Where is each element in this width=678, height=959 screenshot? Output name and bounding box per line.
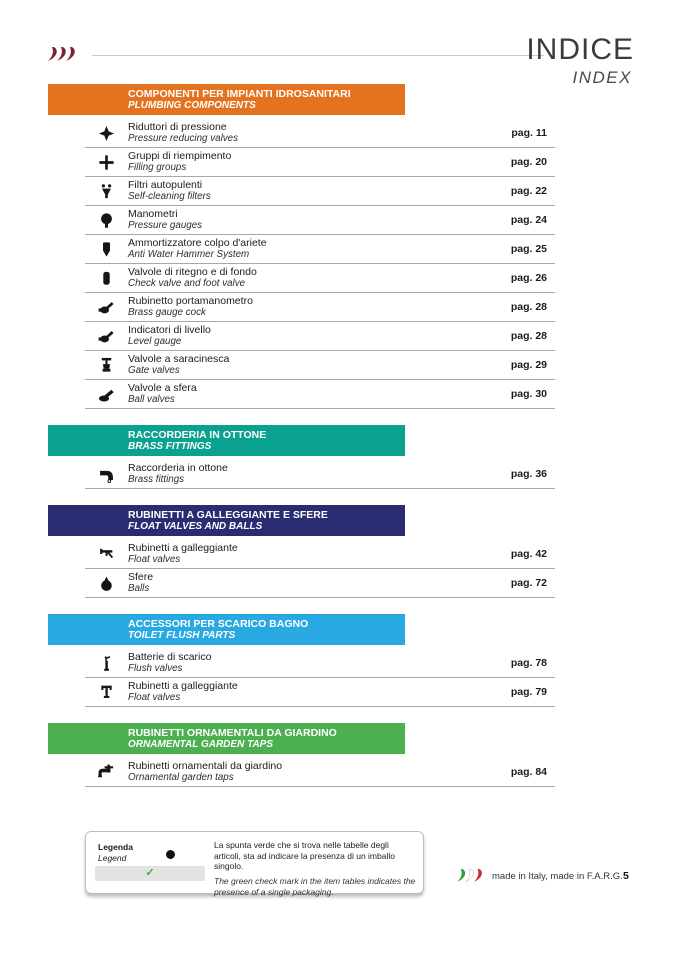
section-title-en: PLUMBING COMPONENTS [128, 99, 256, 111]
ball-icon [85, 575, 128, 592]
item-title-en: Self-cleaning filters [128, 191, 211, 203]
gauge-cock-icon [85, 299, 128, 316]
section-header-brass-fittings [48, 425, 405, 456]
item-title-en: Float valves [128, 554, 181, 566]
section-title-it: RUBINETTI ORNAMENTALI DA GIARDINO [128, 726, 337, 739]
item-title-en: Pressure reducing valves [128, 133, 238, 145]
toc-row[interactable] [85, 264, 555, 293]
item-title-en: Level gauge [128, 336, 182, 348]
page-ref[interactable]: pag. 28 [510, 301, 547, 313]
pressure-reducing-valve-icon [85, 125, 128, 142]
item-title-it: Valvole a saracinesca [128, 352, 230, 365]
page-ref[interactable]: pag. 84 [510, 766, 547, 778]
item-title-en: Float valves [128, 692, 181, 704]
item-title-it: Rubinetti a galleggiante [128, 679, 238, 692]
toc-row[interactable] [85, 569, 555, 598]
legend-label-it: Legenda [98, 842, 133, 852]
item-title-it: Sfere [128, 570, 154, 583]
page-ref[interactable]: pag. 36 [510, 468, 547, 480]
section-title-it: ACCESSORI PER SCARICO BAGNO [128, 617, 309, 630]
farg-logo-icon [48, 47, 78, 61]
ball-valve-icon [85, 386, 128, 403]
section-rows [85, 649, 555, 707]
toc-row[interactable] [85, 293, 555, 322]
toc-row[interactable] [85, 380, 555, 409]
item-title-it: Batterie di scarico [128, 650, 212, 663]
item-title-it: Rubinetto portamanometro [128, 294, 253, 307]
section-rows [85, 119, 555, 409]
page-number: 5 [623, 870, 629, 882]
legend-box [85, 831, 424, 897]
page-ref[interactable]: pag. 22 [510, 185, 547, 197]
float-valve-icon [85, 546, 128, 563]
toc-content [0, 84, 678, 787]
toc-row[interactable] [85, 119, 555, 148]
item-title-en: Flush valves [128, 663, 183, 675]
made-in-text: made in Italy, made in F.A.R.G. [492, 871, 623, 882]
section-header-toilet-flush [48, 614, 405, 645]
green-check-icon: ✓ [145, 867, 155, 879]
toc-row[interactable] [85, 460, 555, 489]
item-title-en: Balls [128, 583, 150, 595]
page-ref[interactable]: pag. 29 [510, 359, 547, 371]
page-subtitle: INDEX [572, 68, 632, 87]
italy-flag-logo-icon [456, 869, 486, 882]
toc-row[interactable] [85, 758, 555, 787]
toc-row[interactable] [85, 540, 555, 569]
toc-row[interactable] [85, 177, 555, 206]
section-title-it: RACCORDERIA IN OTTONE [128, 428, 267, 441]
toc-row[interactable] [85, 235, 555, 264]
toc-row[interactable] [85, 678, 555, 707]
legend-text-en: The green check mark in the item tables indicates the presence of a single packaging. [214, 875, 416, 897]
gate-valve-icon [85, 357, 128, 374]
section-title-en: TOILET FLUSH PARTS [128, 629, 236, 641]
legend-text-it: La spunta verde che si trova nelle tabelle degli articoli, sta ad indicare la presenza di un imballo singolo. [214, 840, 395, 872]
page-ref[interactable]: pag. 11 [511, 127, 547, 139]
toc-row[interactable] [85, 649, 555, 678]
float-valve-tee-icon [85, 684, 128, 701]
page-ref[interactable]: pag. 20 [510, 156, 547, 168]
item-title-en: Filling groups [128, 162, 187, 174]
section-title-it: COMPONENTI PER IMPIANTI IDROSANITARI [128, 87, 351, 100]
item-title-it: Gruppi di riempimento [128, 149, 232, 162]
garden-tap-icon [85, 764, 128, 781]
item-title-it: Rubinetti ornamentali da giardino [128, 759, 283, 772]
page-title: INDICE [526, 33, 634, 66]
item-title-it: Valvole di ritegno e di fondo [128, 265, 257, 278]
legend-text [214, 840, 416, 897]
section-title-en: BRASS FITTINGS [128, 440, 212, 452]
item-title-en: Check valve and foot valve [128, 278, 246, 290]
filling-group-icon [85, 154, 128, 171]
section-header-plumbing [48, 84, 405, 115]
header-divider [92, 55, 544, 56]
section-rows [85, 758, 555, 787]
item-title-en: Brass gauge cock [128, 307, 206, 319]
item-title-it: Ammortizzatore colpo d'ariete [128, 236, 267, 249]
section-header-garden-taps [48, 723, 405, 754]
pressure-gauge-icon [85, 212, 128, 229]
flush-valve-icon [85, 655, 128, 672]
section-header-float-valves [48, 505, 405, 536]
item-title-it: Manometri [128, 207, 178, 220]
bullet-dot-icon [166, 850, 175, 859]
anti-water-hammer-icon [85, 241, 128, 258]
toc-row[interactable] [85, 351, 555, 380]
item-title-en: Anti Water Hammer System [128, 249, 250, 261]
check-valve-icon [85, 270, 128, 287]
item-title-it: Riduttori di pressione [128, 120, 227, 133]
section-rows [85, 460, 555, 489]
page-ref[interactable]: pag. 28 [510, 330, 547, 342]
item-title-en: Ornamental garden taps [128, 772, 234, 784]
item-title-en: Gate valves [128, 365, 180, 377]
section-title-en: ORNAMENTAL GARDEN TAPS [128, 738, 273, 750]
self-cleaning-filter-icon [85, 183, 128, 200]
page-ref[interactable]: pag. 42 [510, 548, 547, 560]
item-title-en: Ball valves [128, 394, 175, 406]
section-title-en: FLOAT VALVES AND BALLS [128, 520, 263, 532]
item-title-it: Filtri autopulenti [128, 178, 203, 191]
item-title-it: Raccorderia in ottone [128, 461, 228, 474]
page-ref[interactable]: pag. 72 [510, 577, 547, 589]
toc-row[interactable] [85, 148, 555, 177]
legend-sample-cell [95, 866, 205, 881]
toc-row[interactable] [85, 322, 555, 351]
item-title-it: Indicatori di livello [128, 323, 211, 336]
legend-label [98, 842, 133, 863]
level-gauge-icon [85, 328, 128, 345]
section-title-it: RUBINETTI A GALLEGGIANTE E SFERE [128, 508, 328, 521]
page-ref[interactable]: pag. 26 [510, 272, 547, 284]
item-title-en: Pressure gauges [128, 220, 203, 232]
section-rows [85, 540, 555, 598]
page-ref[interactable]: pag. 79 [510, 686, 547, 698]
page-ref[interactable]: pag. 30 [510, 388, 547, 400]
page-ref[interactable]: pag. 78 [510, 657, 547, 669]
page-ref[interactable]: pag. 25 [510, 243, 547, 255]
item-title-it: Rubinetti a galleggiante [128, 541, 238, 554]
page-ref[interactable]: pag. 24 [510, 214, 547, 226]
item-title-en: Brass fittings [128, 474, 185, 486]
brass-fitting-icon [85, 466, 128, 483]
item-title-it: Valvole a sfera [128, 381, 197, 394]
legend-label-en: Legend [98, 852, 127, 863]
toc-row[interactable] [85, 206, 555, 235]
